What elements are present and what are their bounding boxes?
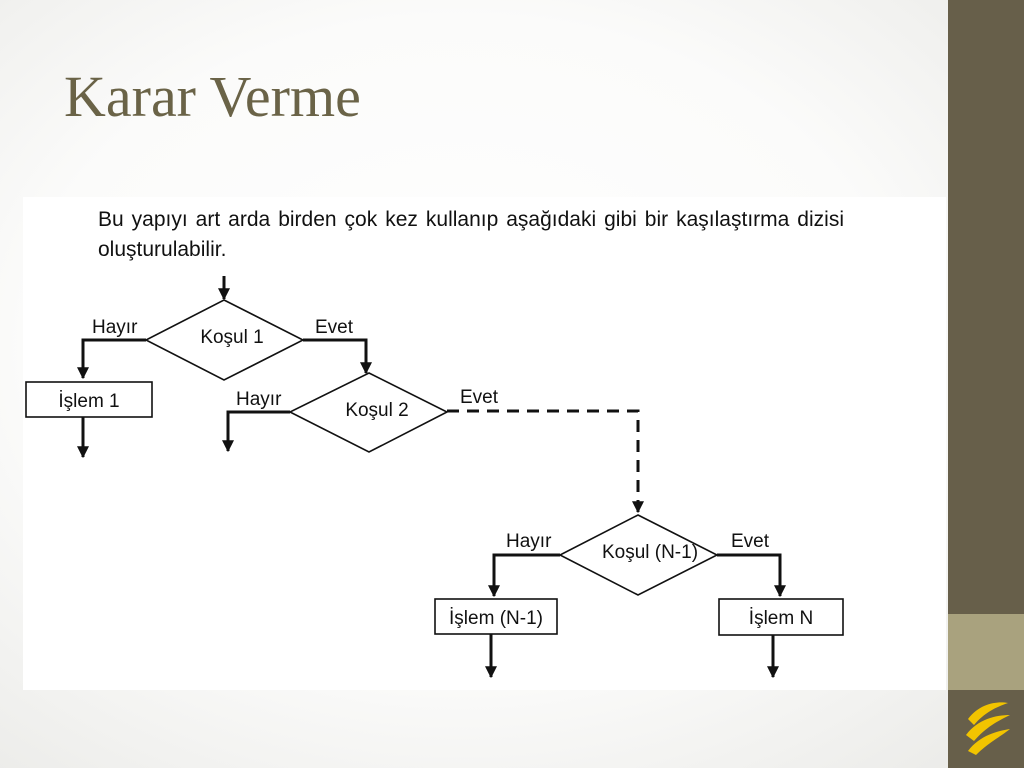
- yes-arrow-kosul-n-1: [717, 555, 780, 596]
- process-label-islem-n-1: İşlem (N-1): [449, 608, 543, 629]
- process-label-islem-n: İşlem N: [748, 608, 814, 629]
- yes-arrow-kosul-1: [303, 340, 366, 373]
- intro-text: Bu yapıyı art arda birden çok kez kullanıp aşağıdaki gibi bir kaşılaştırma dizisi oluşturulabilir.: [98, 208, 844, 261]
- no-arrow-kosul-n-1: [494, 555, 560, 596]
- decision-label-kosul-n-1: Koşul (N-1): [601, 542, 699, 563]
- process-label-islem-1: İşlem 1: [58, 391, 120, 412]
- no-arrow-kosul-1: [83, 340, 146, 378]
- branch-label-yes: Evet: [315, 317, 354, 338]
- no-arrow-kosul-2: [228, 412, 290, 451]
- decision-label-kosul-2: Koşul 2: [345, 400, 409, 421]
- slide-title: Karar Verme: [64, 64, 361, 129]
- yes-dashed-connector: [447, 411, 638, 512]
- decision-label-kosul-1: Koşul 1: [200, 327, 264, 348]
- branch-label-no: Hayır: [92, 317, 138, 338]
- branch-label-no: Hayır: [506, 531, 552, 552]
- branch-label-yes: Evet: [460, 387, 499, 408]
- branch-label-no: Hayır: [236, 389, 282, 410]
- branch-label-yes: Evet: [731, 531, 770, 552]
